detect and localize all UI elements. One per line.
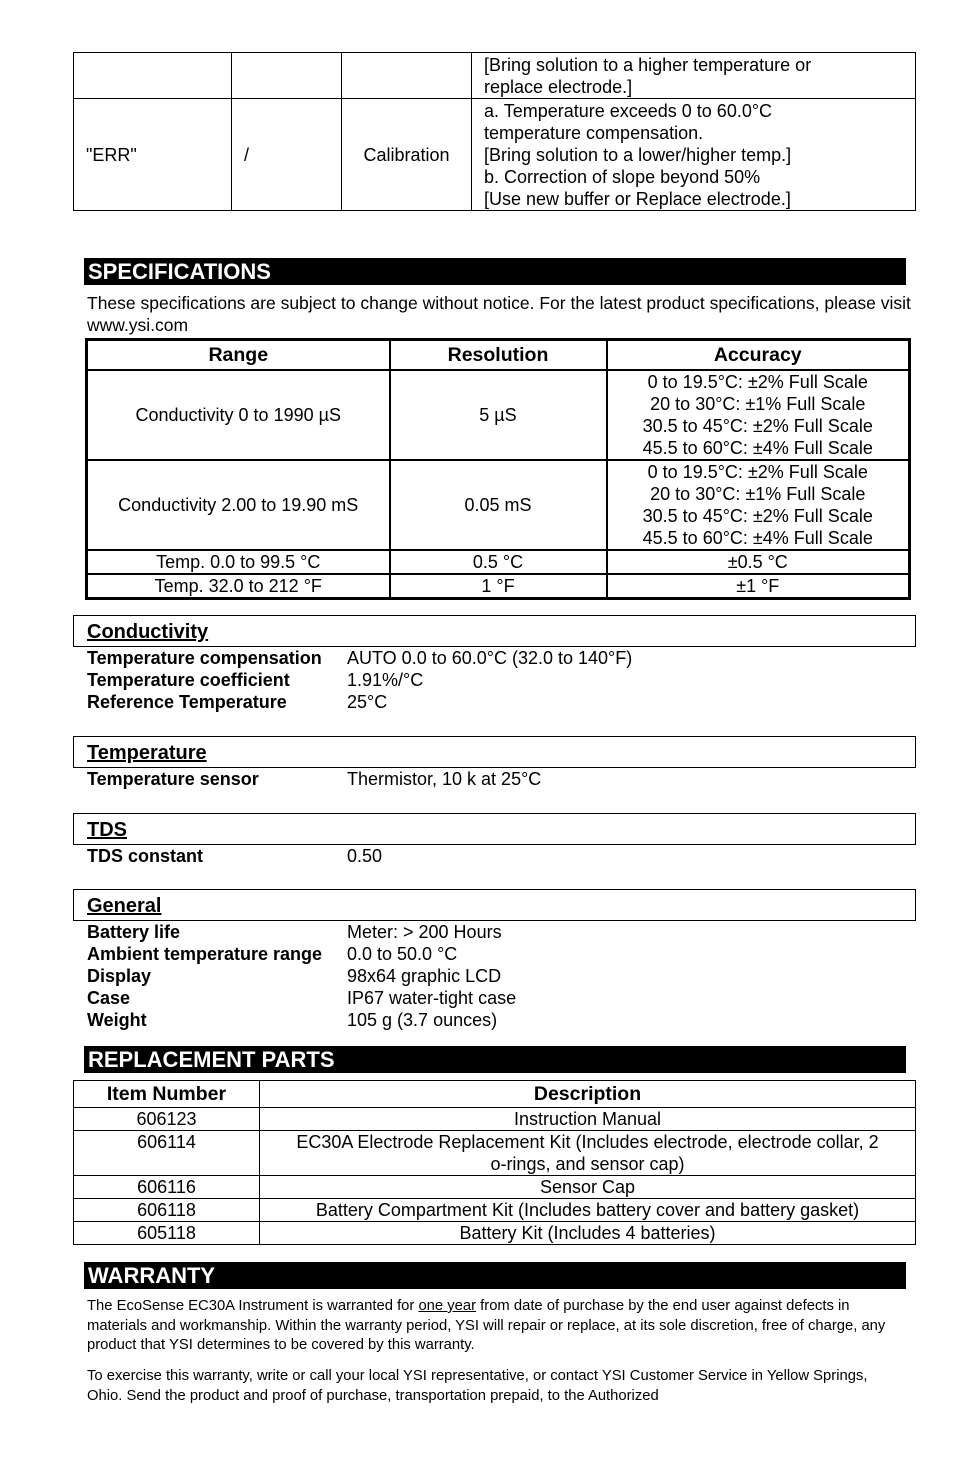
- table-row: [74, 1222, 916, 1245]
- spec-label: Weight: [87, 1010, 147, 1030]
- warranty-period: one year: [418, 1298, 477, 1314]
- accuracy-cell: ±1 °F: [607, 574, 910, 599]
- resolution-cell: 5 µS: [390, 370, 607, 460]
- temperature-heading: Temperature: [87, 742, 207, 764]
- spec-value: 105 g (3.7 ounces): [347, 1010, 498, 1030]
- description-cell: Sensor Cap: [260, 1176, 916, 1199]
- resolution-cell: 0.5 °C: [390, 550, 607, 574]
- temperature-section-header: [73, 736, 916, 768]
- table-row: [74, 1176, 916, 1199]
- item-number-cell: 606118: [74, 1199, 260, 1222]
- warranty-paragraph: The EcoSense EC30A Instrument is warranted for one year from date of purchase by the end user against defects in materials and workmanship. Within the warranty period, YSI will repair or replace, at its sole discretion, free of charge, any product that YSI determines to be covered by this warranty.: [87, 1298, 886, 1353]
- accuracy-cell: 0 to 19.5°C: ±2% Full Scale 20 to 30°C: ±1% Full Scale 30.5 to 45°C: ±2% Full Scale 45.5 to 60°C: ±4% Full Scale: [607, 460, 910, 550]
- spec-value: Thermistor, 10 k at 25°C: [347, 769, 542, 789]
- spec-label: Ambient temperature range: [87, 944, 323, 964]
- range-header: Range: [87, 340, 390, 371]
- spec-value: 98x64 graphic LCD: [347, 966, 502, 986]
- spec-value: 1.91%/°C: [347, 670, 424, 690]
- specifications-table: [85, 338, 911, 600]
- item-number-cell: 605118: [74, 1222, 260, 1245]
- spec-value: 0.50: [347, 846, 383, 866]
- description-cell: Battery Kit (Includes 4 batteries): [260, 1222, 916, 1245]
- table-row: [87, 460, 910, 550]
- table-row: [87, 370, 910, 460]
- conductivity-heading: Conductivity: [87, 621, 209, 643]
- spec-label: Battery life: [87, 922, 181, 942]
- spec-label: Temperature compensation: [87, 648, 322, 668]
- spec-label: Reference Temperature: [87, 692, 287, 712]
- tds-section-header: [73, 813, 916, 845]
- description-cell: EC30A Electrode Replacement Kit (Includes electrode, electrode collar, 2 o-rings, and sensor cap): [260, 1131, 916, 1176]
- spec-label: Case: [87, 988, 131, 1008]
- table-row: [87, 574, 910, 599]
- specifications-heading: SPECIFICATIONS: [84, 258, 906, 285]
- table-row: [74, 1131, 916, 1176]
- description-header: Description: [260, 1081, 916, 1108]
- display-cell: [74, 53, 232, 99]
- resolution-header: Resolution: [390, 340, 607, 371]
- spec-value: 25°C: [347, 692, 388, 712]
- description-cell: Battery Compartment Kit (Includes battery cover and battery gasket): [260, 1199, 916, 1222]
- accuracy-cell: 0 to 19.5°C: ±2% Full Scale 20 to 30°C: ±1% Full Scale 30.5 to 45°C: ±2% Full Scale 45.5 to 60°C: ±4% Full Scale: [607, 370, 910, 460]
- specifications-intro: These specifications are subject to change without notice. For the latest product specifications, please visit www.ysi.com: [87, 293, 911, 335]
- spec-label: Temperature coefficient: [87, 670, 290, 690]
- mode-cell: [342, 53, 472, 99]
- icon-cell: /: [232, 99, 342, 211]
- table-header-row: [87, 340, 910, 371]
- spec-value: 0.0 to 50.0 °C: [347, 944, 458, 964]
- display-cell: "ERR": [74, 99, 232, 211]
- item-number-header: Item Number: [74, 1081, 260, 1108]
- table-row: [74, 1199, 916, 1222]
- item-number-cell: 606123: [74, 1108, 260, 1131]
- description-cell: Instruction Manual: [260, 1108, 916, 1131]
- spec-label: Display: [87, 966, 152, 986]
- table-row: [74, 1108, 916, 1131]
- replacement-parts-table: [73, 1080, 916, 1245]
- icon-cell: [232, 53, 342, 99]
- tds-heading: TDS: [87, 819, 127, 841]
- general-section-header: [73, 889, 916, 921]
- accuracy-header: Accuracy: [607, 340, 910, 371]
- conductivity-section-header: [73, 615, 916, 647]
- resolution-cell: 1 °F: [390, 574, 607, 599]
- item-number-cell: 606116: [74, 1176, 260, 1199]
- remedy-cell: [Bring solution to a higher temperature or replace electrode.]: [472, 53, 916, 99]
- remedy-cell: a. Temperature exceeds 0 to 60.0°C temperature compensation. [Bring solution to a lower/higher temp.] b. Correction of slope beyond 50% [Use new buffer or Replace electrode.]: [472, 99, 916, 211]
- table-row: [74, 53, 916, 99]
- range-cell: Temp. 32.0 to 212 °F: [87, 574, 390, 599]
- accuracy-cell: ±0.5 °C: [607, 550, 910, 574]
- table-row: [87, 550, 910, 574]
- item-number-cell: 606114: [74, 1131, 260, 1176]
- spec-value: Meter: > 200 Hours: [347, 922, 502, 942]
- troubleshooting-table: [73, 52, 916, 211]
- warranty-paragraph: To exercise this warranty, write or call your local YSI representative, or contact YSI Customer Service in Yellow Springs, Ohio. Send the product and proof of purchase, transportation prepaid, to the Authorized: [87, 1368, 868, 1404]
- warranty-heading: WARRANTY: [84, 1262, 906, 1289]
- replacement-parts-heading: REPLACEMENT PARTS: [84, 1046, 906, 1073]
- spec-value: IP67 water-tight case: [347, 988, 517, 1008]
- table-header-row: [74, 1081, 916, 1108]
- spec-label: TDS constant: [87, 846, 204, 866]
- general-heading: General: [87, 895, 162, 917]
- spec-label: Temperature sensor: [87, 769, 259, 789]
- range-cell: Conductivity 2.00 to 19.90 mS: [87, 460, 390, 550]
- spec-value: AUTO 0.0 to 60.0°C (32.0 to 140°F): [347, 648, 633, 668]
- table-row: [74, 99, 916, 211]
- range-cell: Temp. 0.0 to 99.5 °C: [87, 550, 390, 574]
- mode-cell: Calibration: [342, 99, 472, 211]
- resolution-cell: 0.05 mS: [390, 460, 607, 550]
- range-cell: Conductivity 0 to 1990 µS: [87, 370, 390, 460]
